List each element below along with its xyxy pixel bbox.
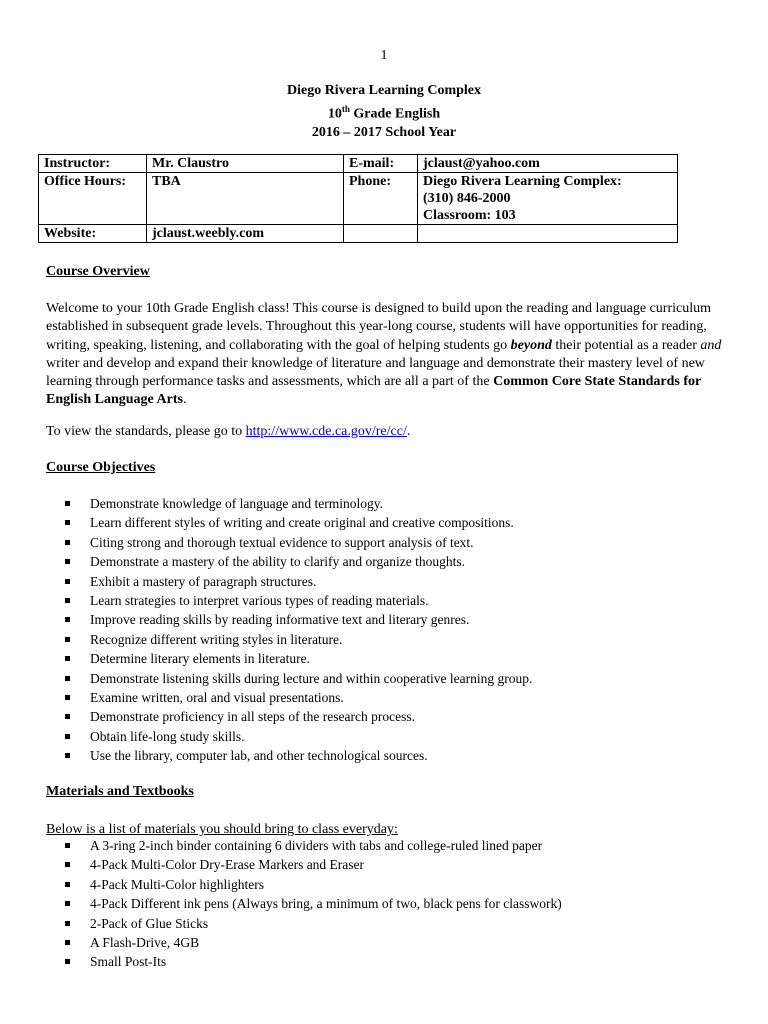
bullet-icon — [65, 695, 70, 700]
list-item: 4-Pack Different ink pens (Always bring, a minimum of two, black pens for classwork) — [46, 894, 562, 913]
list-item: Learn strategies to interpret various types of reading materials. — [46, 591, 532, 610]
list-item: Use the library, computer lab, and other technological sources. — [46, 746, 532, 765]
materials-list — [46, 836, 562, 972]
email-value: jclaust@yahoo.com — [418, 155, 678, 173]
list-item: 4-Pack Multi-Color Dry-Erase Markers and Eraser — [46, 855, 562, 874]
website-label: Website: — [39, 225, 147, 243]
list-item: Learn different styles of writing and create original and creative compositions. — [46, 513, 532, 532]
empty-cell — [418, 225, 678, 243]
bullet-icon — [65, 734, 70, 739]
school-name: Diego Rivera Learning Complex — [286, 83, 482, 98]
bullet-icon — [65, 862, 70, 867]
bullet-icon — [65, 901, 70, 906]
standards-paragraph: To view the standards, please go to http://www.cde.ca.gov/re/cc/. — [46, 424, 411, 439]
list-item: Exhibit a mastery of paragraph structures. — [46, 572, 532, 591]
bullet-icon — [65, 959, 70, 964]
bullet-icon — [65, 520, 70, 525]
course-overview-paragraph: Welcome to your 10th Grade English class! This course is designed to build upon the reading and language curriculum established in subsequent grade levels. Throughout this year-long course, students will have opportunities for reading, writing, speaking, listening, and collaborating with the goal of helping students go beyond their potential as a reader and writer and develop and expand their knowledge of literature and language and demonstrate their mastery level of new learning through performance tasks and assessments, which are all a part of the Common Core State Standards for English Language Arts. — [46, 301, 722, 408]
phone-label: Phone: — [344, 173, 418, 225]
list-item: Demonstrate a mastery of the ability to clarify and organize thoughts. — [46, 552, 532, 571]
materials-heading: Materials and Textbooks — [46, 784, 194, 799]
list-item: 4-Pack Multi-Color highlighters — [46, 875, 562, 894]
page-number: 1 — [380, 48, 388, 63]
bullet-icon — [65, 540, 70, 545]
list-item: Recognize different writing styles in literature. — [46, 630, 532, 649]
objectives-list — [46, 494, 532, 765]
list-item: Citing strong and thorough textual evidence to support analysis of text. — [46, 533, 532, 552]
bullet-icon — [65, 714, 70, 719]
list-item: Demonstrate knowledge of language and terminology. — [46, 494, 532, 513]
bullet-icon — [65, 753, 70, 758]
bullet-icon — [65, 637, 70, 642]
course-objectives-heading: Course Objectives — [46, 460, 156, 475]
list-item: 2-Pack of Glue Sticks — [46, 914, 562, 933]
list-item: A Flash-Drive, 4GB — [46, 933, 562, 952]
list-item: Improve reading skills by reading informative text and literary genres. — [46, 610, 532, 629]
bullet-icon — [65, 882, 70, 887]
office-hours-value: TBA — [147, 173, 344, 225]
bullet-icon — [65, 559, 70, 564]
instructor-value: Mr. Claustro — [147, 155, 344, 173]
instructor-label: Instructor: — [39, 155, 147, 173]
standards-link[interactable]: http://www.cde.ca.gov/re/cc/ — [245, 424, 407, 439]
email-label: E-mail: — [344, 155, 418, 173]
phone-value: Diego Rivera Learning Complex: (310) 846-2000 Classroom: 103 — [418, 173, 678, 225]
school-year: 2016 – 2017 School Year — [311, 124, 457, 140]
document-header — [0, 82, 768, 142]
website-value: jclaust.weebly.com — [147, 225, 344, 243]
course-overview-heading: Course Overview — [46, 264, 150, 279]
list-item: Examine written, oral and visual presentations. — [46, 688, 532, 707]
bullet-icon — [65, 598, 70, 603]
course-title: 10th Grade English — [327, 104, 441, 122]
office-hours-label: Office Hours: — [39, 173, 147, 225]
bullet-icon — [65, 843, 70, 848]
bullet-icon — [65, 501, 70, 506]
instructor-info-table — [38, 154, 678, 243]
list-item: Obtain life-long study skills. — [46, 727, 532, 746]
bullet-icon — [65, 617, 70, 622]
empty-cell — [344, 225, 418, 243]
bullet-icon — [65, 579, 70, 584]
bullet-icon — [65, 676, 70, 681]
list-item: Demonstrate listening skills during lecture and within cooperative learning group. — [46, 669, 532, 688]
bullet-icon — [65, 656, 70, 661]
list-item: A 3-ring 2-inch binder containing 6 dividers with tabs and college-ruled lined paper — [46, 836, 562, 855]
materials-intro: Below is a list of materials you should bring to class everyday: — [46, 822, 398, 837]
bullet-icon — [65, 940, 70, 945]
bullet-icon — [65, 921, 70, 926]
list-item: Determine literary elements in literature. — [46, 649, 532, 668]
list-item: Demonstrate proficiency in all steps of the research process. — [46, 707, 532, 726]
list-item: Small Post-Its — [46, 952, 562, 971]
